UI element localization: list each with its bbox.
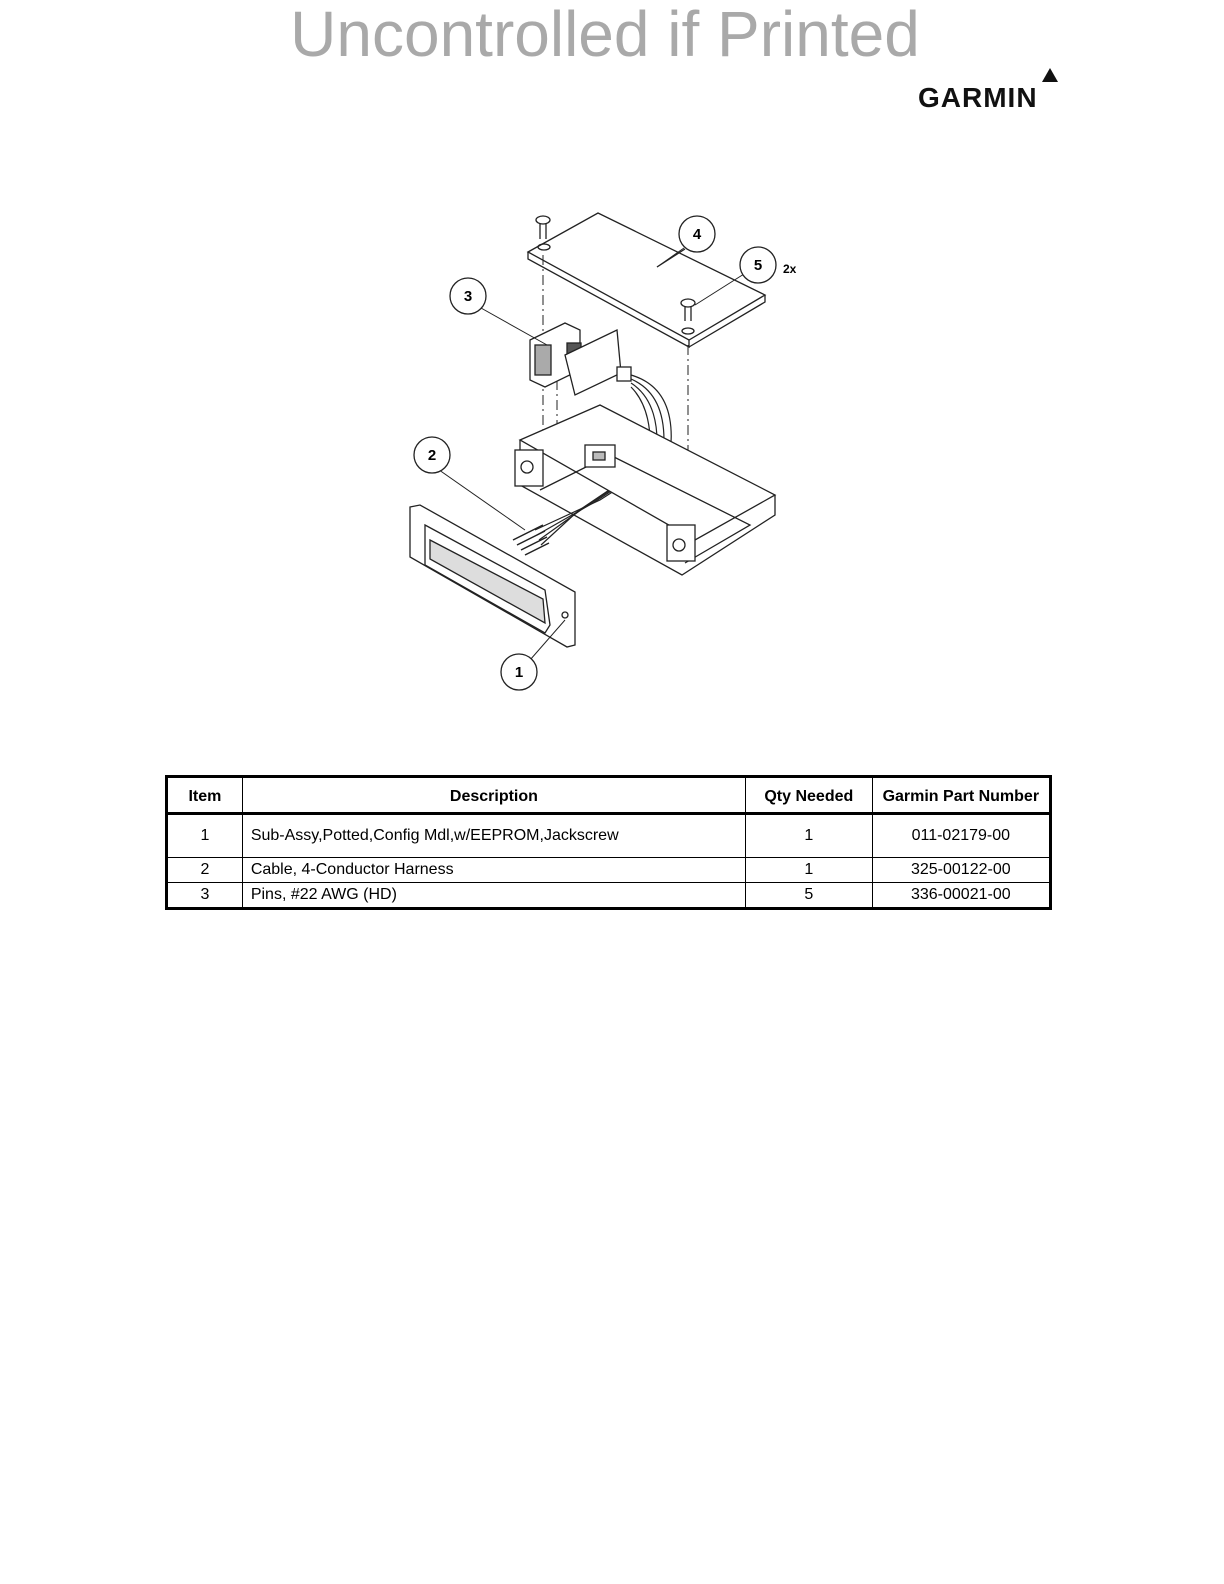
callout-2-label: 2 xyxy=(427,447,437,464)
cell-qty: 1 xyxy=(745,858,872,883)
table-row xyxy=(167,883,1051,909)
callout-4 xyxy=(679,216,715,252)
watermark-text: Uncontrolled if Printed xyxy=(290,0,920,70)
logo-text: GARMIN xyxy=(918,82,1038,113)
d-sub-connector xyxy=(410,505,575,647)
header-part-number: Garmin Part Number xyxy=(872,777,1050,814)
table-row xyxy=(167,814,1051,858)
callout-3-label: 3 xyxy=(463,288,473,305)
callout-2 xyxy=(414,437,450,473)
logo-triangle-icon xyxy=(1042,68,1058,82)
callout-5-label: 5 xyxy=(753,257,763,274)
cell-part-number: 325-00122-00 xyxy=(872,858,1050,883)
header-description: Description xyxy=(242,777,745,814)
garmin-logo xyxy=(918,66,1073,116)
cell-item: 2 xyxy=(167,858,243,883)
cell-item: 3 xyxy=(167,883,243,909)
backshell-housing xyxy=(515,405,775,575)
cell-item: 1 xyxy=(200,827,210,844)
contact-pins xyxy=(513,525,549,555)
cell-description: Pins, #22 AWG (HD) xyxy=(242,883,745,909)
callout-1 xyxy=(501,654,537,690)
cell-description: Cable, 4-Conductor Harness xyxy=(242,858,745,883)
table-header-row xyxy=(167,777,1051,814)
potted-board xyxy=(530,323,631,395)
table-row xyxy=(167,858,1051,883)
header-item: Item xyxy=(167,777,243,814)
cell-part-number: 336-00021-00 xyxy=(872,883,1050,909)
callout-5 xyxy=(740,247,776,283)
cell-qty: 5 xyxy=(745,883,872,909)
exploded-assembly-diagram xyxy=(395,195,815,700)
callout-3 xyxy=(450,278,486,314)
cell-qty: 1 xyxy=(745,814,872,858)
cell-description: Sub-Assy,Potted,Config Mdl,w/EEPROM,Jackscrew xyxy=(242,814,745,858)
quantity-note: 2x xyxy=(783,262,797,276)
parts-table xyxy=(165,775,1052,910)
cell-part-number: 011-02179-00 xyxy=(872,814,1050,858)
callout-1-label: 1 xyxy=(514,664,524,681)
callout-4-label: 4 xyxy=(692,226,702,243)
header-qty: Qty Needed xyxy=(745,777,872,814)
